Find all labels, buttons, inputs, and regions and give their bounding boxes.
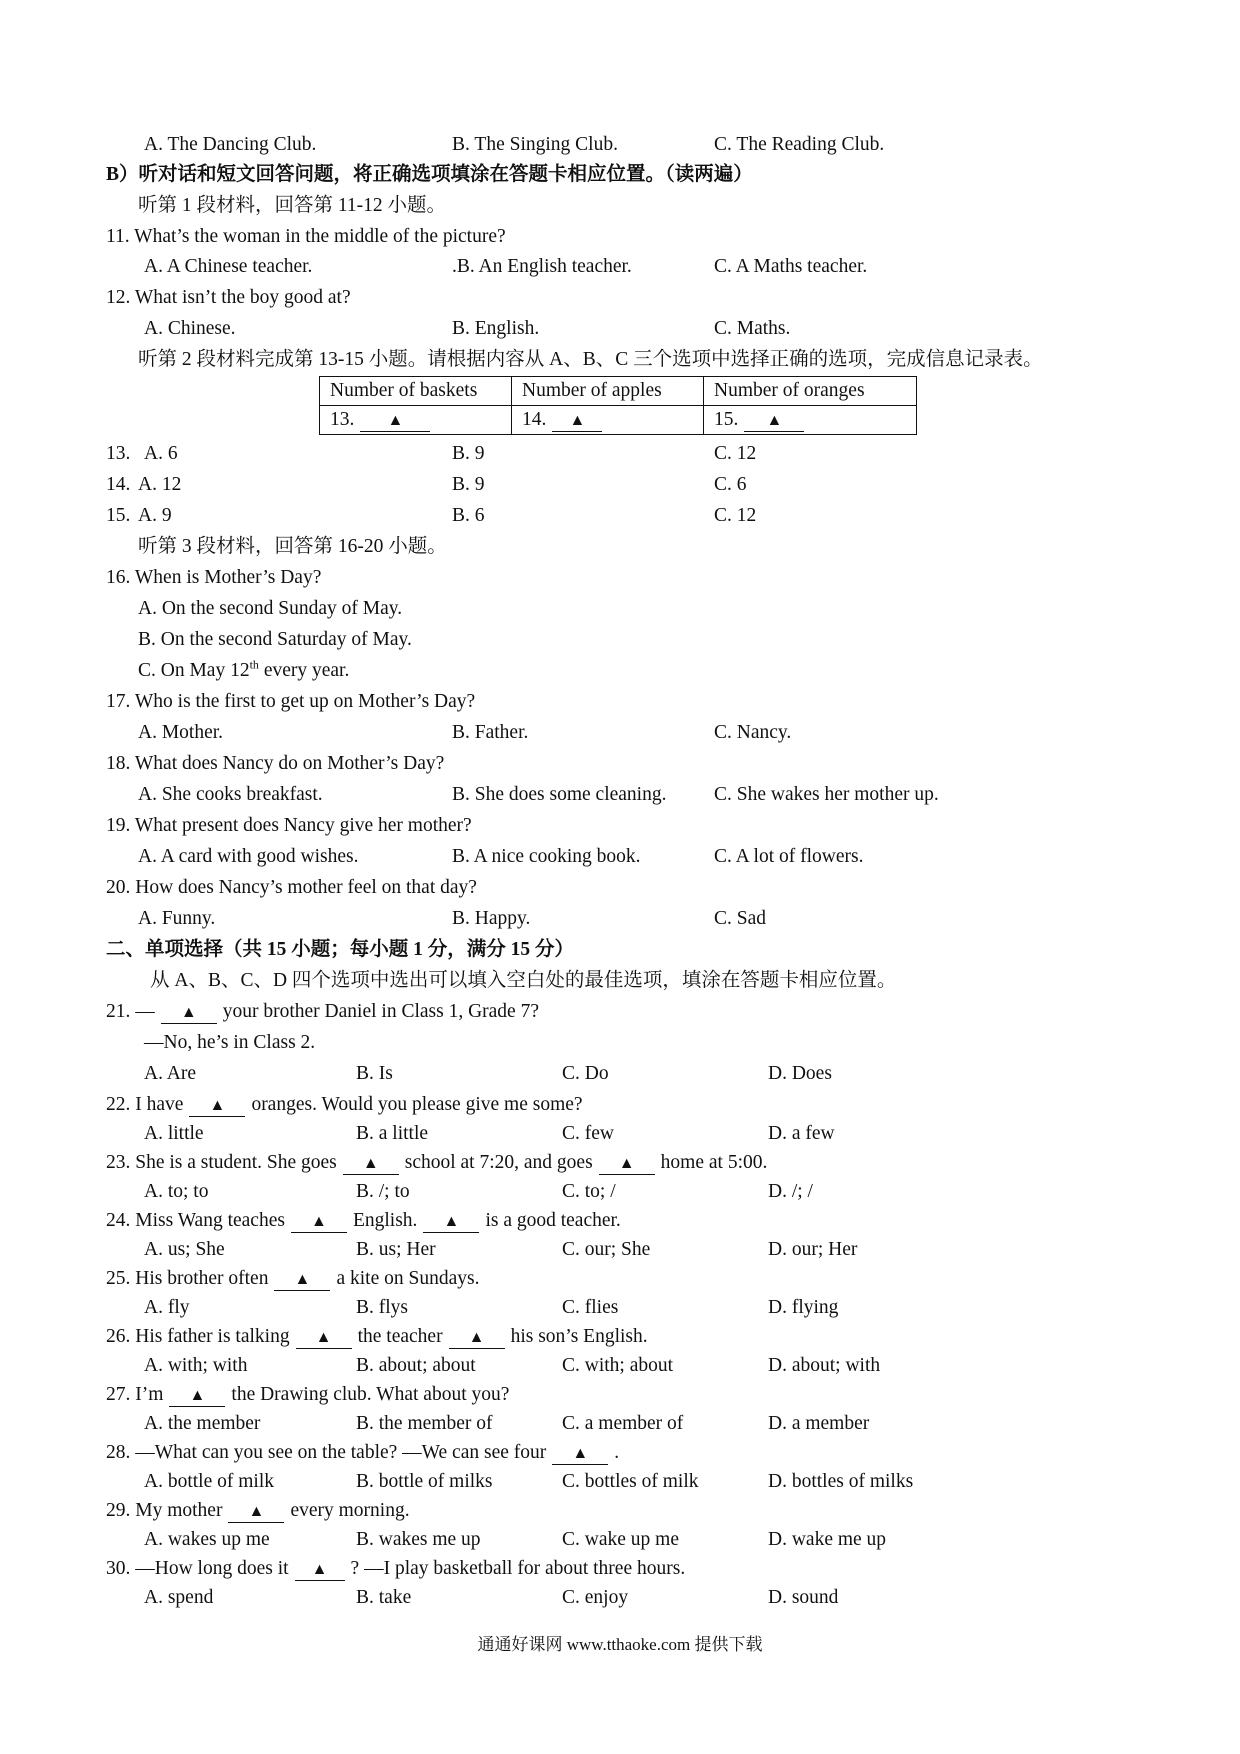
q24-option-a: A. us; She xyxy=(144,1239,225,1260)
triangle-icon: ▲ xyxy=(618,1155,635,1172)
q27-stem: 27. I’m ▲ the Drawing club. What about you? xyxy=(106,1384,510,1405)
answer-blank xyxy=(552,1443,608,1465)
q29-option-c: C. wake up me xyxy=(562,1529,679,1550)
q30-option-b: B. take xyxy=(356,1587,412,1608)
q18-option-a: A. She cooks breakfast. xyxy=(138,784,323,805)
cell-number: 15. xyxy=(714,408,739,430)
triangle-icon: ▲ xyxy=(248,1503,265,1520)
q14-option-a: A. 12 xyxy=(138,474,182,495)
q14-number: 14. xyxy=(106,474,131,495)
q16-stem: 16. When is Mother’s Day? xyxy=(106,567,322,588)
answer-blank xyxy=(169,1385,225,1407)
q16-option-b: B. On the second Saturday of May. xyxy=(138,629,412,650)
q18-option-b: B. She does some cleaning. xyxy=(452,784,667,805)
q28-option-b: B. bottle of milks xyxy=(356,1471,493,1492)
q10-option-a: A. The Dancing Club. xyxy=(144,134,317,155)
triangle-icon: ▲ xyxy=(387,411,404,429)
q27-option-b: B. the member of xyxy=(356,1413,493,1434)
q28-option-d: D. bottles of milks xyxy=(768,1471,914,1492)
answer-blank xyxy=(360,410,430,432)
q21-option-b: B. Is xyxy=(356,1063,393,1084)
q28-option-c: C. bottles of milk xyxy=(562,1471,699,1492)
answer-blank xyxy=(291,1211,347,1233)
q19-stem: 19. What present does Nancy give her mother? xyxy=(106,815,472,836)
answer-blank xyxy=(423,1211,479,1233)
triangle-icon: ▲ xyxy=(189,1387,206,1404)
table-answer-cell xyxy=(320,406,512,435)
q23-option-c: C. to; / xyxy=(562,1181,616,1202)
q12-stem: 12. What isn’t the boy good at? xyxy=(106,287,351,308)
triangle-icon: ▲ xyxy=(362,1155,379,1172)
info-record-table xyxy=(319,376,917,435)
part1-intro: 听第 1 段材料，回答第 11-12 小题。 xyxy=(138,195,447,216)
q25-option-d: D. flying xyxy=(768,1297,839,1318)
q25-option-c: C. flies xyxy=(562,1297,619,1318)
section-b-title: B）听对话和短文回答问题，将正确选项填涂在答题卡相应位置。（读两遍） xyxy=(106,164,753,185)
part3-intro: 听第 3 段材料，回答第 16-20 小题。 xyxy=(138,536,447,557)
q30-stem: 30. —How long does it ▲ ? —I play basketball for about three hours. xyxy=(106,1558,686,1579)
q30-option-c: C. enjoy xyxy=(562,1587,629,1608)
q24-option-c: C. our; She xyxy=(562,1239,651,1260)
q21-option-a: A. Are xyxy=(144,1063,196,1084)
q11-option-a: A. A Chinese teacher. xyxy=(144,256,313,277)
table-header-row xyxy=(320,377,917,406)
q26-option-d: D. about; with xyxy=(768,1355,881,1376)
q16-option-c: C. On May 12th every year. xyxy=(138,657,350,681)
triangle-icon: ▲ xyxy=(572,1445,589,1462)
triangle-icon: ▲ xyxy=(315,1329,332,1346)
q30-option-d: D. sound xyxy=(768,1587,839,1608)
q22-option-d: D. a few xyxy=(768,1123,835,1144)
q12-option-b: B. English. xyxy=(452,318,540,339)
answer-blank xyxy=(744,410,804,432)
q29-option-d: D. wake me up xyxy=(768,1529,887,1550)
q19-option-c: C. A lot of flowers. xyxy=(714,846,864,867)
q11-stem: 11. What’s the woman in the middle of the picture? xyxy=(106,226,506,247)
q26-option-c: C. with; about xyxy=(562,1355,674,1376)
answer-blank xyxy=(189,1095,245,1117)
q29-option-a: A. wakes up me xyxy=(144,1529,270,1550)
table-answer-cell xyxy=(512,406,704,435)
q25-stem: 25. His brother often ▲ a kite on Sundays. xyxy=(106,1268,480,1289)
cell-number: 14. xyxy=(522,408,547,430)
table-header-cell: Number of oranges xyxy=(704,377,917,406)
q23-stem: 23. She is a student. She goes ▲ school at 7:20, and goes ▲ home at 5:00. xyxy=(106,1152,768,1173)
answer-blank xyxy=(274,1269,330,1291)
q20-option-c: C. Sad xyxy=(714,908,767,929)
q10-option-c: C. The Reading Club. xyxy=(714,134,885,155)
answer-blank xyxy=(449,1327,505,1349)
q15-option-a: A. 9 xyxy=(138,505,172,526)
table-header-cell: Number of baskets xyxy=(320,377,512,406)
q22-option-a: A. little xyxy=(144,1123,204,1144)
q20-stem: 20. How does Nancy’s mother feel on that day? xyxy=(106,877,477,898)
answer-blank xyxy=(599,1153,655,1175)
triangle-icon: ▲ xyxy=(294,1271,311,1288)
q26-stem: 26. His father is talking ▲ the teacher ▲ his son’s English. xyxy=(106,1326,648,1347)
table-header-cell: Number of apples xyxy=(512,377,704,406)
q21-reply: —No, he’s in Class 2. xyxy=(144,1032,316,1053)
q27-option-c: C. a member of xyxy=(562,1413,684,1434)
triangle-icon: ▲ xyxy=(468,1329,485,1346)
q17-option-b: B. Father. xyxy=(452,722,529,743)
q10-option-b: B. The Singing Club. xyxy=(452,134,618,155)
q29-stem: 29. My mother ▲ every morning. xyxy=(106,1500,410,1521)
q22-option-c: C. few xyxy=(562,1123,614,1144)
section-2-title: 二、单项选择（共 15 小题；每小题 1 分，满分 15 分） xyxy=(106,939,575,960)
q13-option-b: B. 9 xyxy=(452,443,485,464)
q19-option-a: A. A card with good wishes. xyxy=(138,846,359,867)
footer-credit: 通通好课网 www.tthaoke.com 提供下载 xyxy=(477,1635,763,1654)
q14-option-c: C. 6 xyxy=(714,474,747,495)
triangle-icon: ▲ xyxy=(569,411,586,429)
q27-option-d: D. a member xyxy=(768,1413,870,1434)
q27-option-a: A. the member xyxy=(144,1413,261,1434)
q28-option-a: A. bottle of milk xyxy=(144,1471,274,1492)
triangle-icon: ▲ xyxy=(180,1004,197,1021)
q11-option-b: .B. An English teacher. xyxy=(452,256,632,277)
q13-number: 13. xyxy=(106,443,131,464)
q21-stem: 21. — ▲ your brother Daniel in Class 1, Grade 7? xyxy=(106,1001,539,1022)
q30-option-a: A. spend xyxy=(144,1587,214,1608)
q20-option-b: B. Happy. xyxy=(452,908,531,929)
q17-stem: 17. Who is the first to get up on Mother’s Day? xyxy=(106,691,476,712)
q25-option-a: A. fly xyxy=(144,1297,190,1318)
q22-option-b: B. a little xyxy=(356,1123,429,1144)
q13-option-a: A. 6 xyxy=(144,443,178,464)
q21-option-d: D. Does xyxy=(768,1063,832,1084)
q22-stem: 22. I have ▲ oranges. Would you please give me some? xyxy=(106,1094,583,1115)
q26-option-a: A. with; with xyxy=(144,1355,248,1376)
q13-option-c: C. 12 xyxy=(714,443,757,464)
q23-option-a: A. to; to xyxy=(144,1181,209,1202)
answer-blank xyxy=(161,1002,217,1024)
triangle-icon: ▲ xyxy=(766,411,783,429)
triangle-icon: ▲ xyxy=(209,1097,226,1114)
triangle-icon: ▲ xyxy=(311,1213,327,1230)
q17-option-c: C. Nancy. xyxy=(714,722,792,743)
part2-intro: 听第 2 段材料完成第 13-15 小题。请根据内容从 A、B、C 三个选项中选择正确的选项，完成信息记录表。 xyxy=(138,349,1043,370)
q20-option-a: A. Funny. xyxy=(138,908,216,929)
answer-blank xyxy=(343,1153,399,1175)
q24-stem: 24. Miss Wang teaches ▲ English. ▲ is a good teacher. xyxy=(106,1210,621,1231)
q17-option-a: A. Mother. xyxy=(138,722,224,743)
cell-number: 13. xyxy=(330,408,355,430)
q18-stem: 18. What does Nancy do on Mother’s Day? xyxy=(106,753,445,774)
triangle-icon: ▲ xyxy=(443,1213,460,1230)
q24-option-d: D. our; Her xyxy=(768,1239,858,1260)
answer-blank xyxy=(296,1327,352,1349)
q19-option-b: B. A nice cooking book. xyxy=(452,846,641,867)
q12-option-c: C. Maths. xyxy=(714,318,791,339)
q15-number: 15. xyxy=(106,505,131,526)
q15-option-c: C. 12 xyxy=(714,505,757,526)
q14-option-b: B. 9 xyxy=(452,474,485,495)
table-answer-row xyxy=(320,406,917,435)
q26-option-b: B. about; about xyxy=(356,1355,476,1376)
q28-stem: 28. —What can you see on the table? —We can see four ▲ . xyxy=(106,1442,620,1463)
q18-option-c: C. She wakes her mother up. xyxy=(714,784,939,805)
q15-option-b: B. 6 xyxy=(452,505,485,526)
q23-option-d: D. /; / xyxy=(768,1181,813,1202)
q11-option-c: C. A Maths teacher. xyxy=(714,256,868,277)
answer-blank xyxy=(295,1559,345,1581)
answer-blank xyxy=(228,1501,284,1523)
answer-blank xyxy=(552,410,602,432)
q21-option-c: C. Do xyxy=(562,1063,609,1084)
q29-option-b: B. wakes me up xyxy=(356,1529,481,1550)
q24-option-b: B. us; Her xyxy=(356,1239,436,1260)
q25-option-b: B. flys xyxy=(356,1297,409,1318)
q16-option-a: A. On the second Sunday of May. xyxy=(138,598,403,619)
triangle-icon: ▲ xyxy=(311,1561,328,1578)
q12-option-a: A. Chinese. xyxy=(144,318,236,339)
q23-option-b: B. /; to xyxy=(356,1181,410,1202)
section-2-instruction: 从 A、B、C、D 四个选项中选出可以填入空白处的最佳选项，填涂在答题卡相应位置。 xyxy=(150,970,897,991)
table-answer-cell xyxy=(704,406,917,435)
